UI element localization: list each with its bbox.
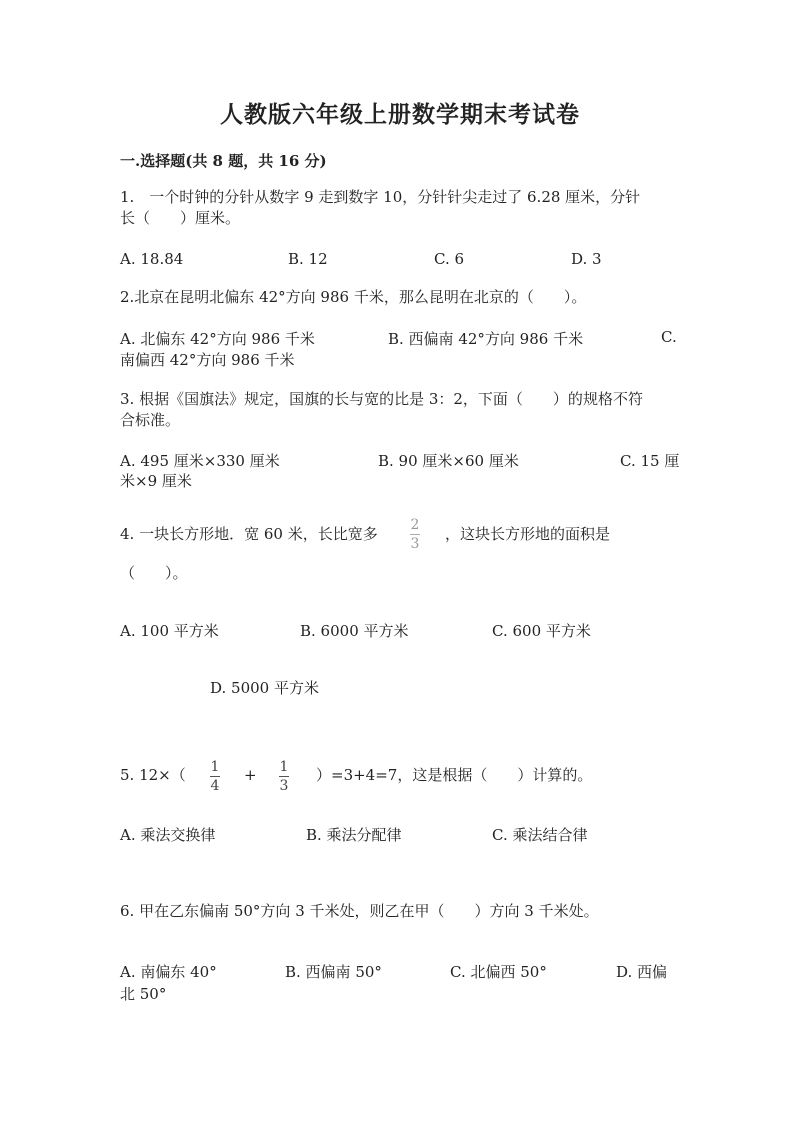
question-1-option-c: C. 6 <box>434 250 465 268</box>
question-3-option-b: B. 90 厘米×60 厘米 <box>378 452 519 470</box>
question-3-option-c-label: C. 15 厘 <box>620 452 680 470</box>
question-5-option-c: C. 乘法结合律 <box>492 826 588 844</box>
question-4-option-b: B. 6000 平方米 <box>300 622 409 640</box>
section-heading: 一.选择题(共 8 题，共 16 分) <box>120 152 327 170</box>
question-2-option-b: B. 西偏南 42°方向 986 千米 <box>388 330 584 348</box>
fraction-bar <box>410 534 420 535</box>
fraction-numerator: 1 <box>210 759 220 775</box>
fraction-denominator: 3 <box>410 536 420 552</box>
question-6-option-a: A. 南偏东 40° <box>120 963 217 981</box>
question-6-option-d-text: 北 50° <box>120 985 167 1003</box>
question-1-option-d: D. 3 <box>571 250 602 268</box>
question-3-line-1: 3. 根据《国旗法》规定，国旗的长与宽的比是 3：2，下面（ ）的规格不符 <box>120 390 643 408</box>
question-5-plus: + <box>244 766 257 784</box>
question-5-fraction-2 <box>279 759 289 794</box>
question-3-line-2: 合标准。 <box>120 411 181 429</box>
question-4-line-2: （ ）。 <box>120 564 188 582</box>
fraction-bar <box>279 776 289 777</box>
question-5-option-b: B. 乘法分配律 <box>306 826 402 844</box>
question-3-option-a: A. 495 厘米×330 厘米 <box>120 452 280 470</box>
question-4-text-start: 4. 一块长方形地．宽 60 米，长比宽多 <box>120 525 378 543</box>
fraction-bar <box>210 776 220 777</box>
question-2-option-c-text: 南偏西 42°方向 986 千米 <box>120 351 295 369</box>
question-3-option-c-text: 米×9 厘米 <box>120 472 192 490</box>
question-2-line-1: 2.北京在昆明北偏东 42°方向 986 千米，那么昆明在北京的（ ）。 <box>120 288 587 306</box>
question-4-option-a: A. 100 平方米 <box>120 622 219 640</box>
question-6-line-1: 6. 甲在乙东偏南 50°方向 3 千米处，则乙在甲（ ）方向 3 千米处。 <box>120 902 599 920</box>
question-6-option-c: C. 北偏西 50° <box>450 963 547 981</box>
question-4-option-c: C. 600 平方米 <box>492 622 591 640</box>
question-6-option-b: B. 西偏南 50° <box>285 963 382 981</box>
question-1-option-b: B. 12 <box>288 250 328 268</box>
fraction-denominator: 3 <box>279 778 289 794</box>
question-1-option-a: A. 18.84 <box>120 250 184 268</box>
page-title: 人教版六年级上册数学期末考试卷 <box>220 101 580 128</box>
question-5-option-a: A. 乘法交换律 <box>120 826 216 844</box>
question-2-option-c-label: C. <box>661 328 677 346</box>
fraction-denominator: 4 <box>210 778 220 794</box>
question-6-option-d-label: D. 西偏 <box>616 963 668 981</box>
question-1-line-1: 1. 一个时钟的分针从数字 9 走到数字 10，分针针尖走过了 6.28 厘米，分针 <box>120 188 641 206</box>
question-2-option-a: A. 北偏东 42°方向 986 千米 <box>120 330 315 348</box>
question-4-fraction <box>410 517 420 552</box>
question-4-text-end: ，这块长方形地的面积是 <box>445 525 611 543</box>
question-1-line-2: 长（ ）厘米。 <box>120 209 241 227</box>
fraction-numerator: 2 <box>410 517 420 533</box>
question-5-text-end: ）=3+4=7，这是根据（ ）计算的。 <box>316 766 593 784</box>
fraction-numerator: 1 <box>279 759 289 775</box>
question-4-option-d: D. 5000 平方米 <box>210 679 319 697</box>
question-5-text-start: 5. 12×（ <box>120 766 186 784</box>
question-5-fraction-1 <box>210 759 220 794</box>
